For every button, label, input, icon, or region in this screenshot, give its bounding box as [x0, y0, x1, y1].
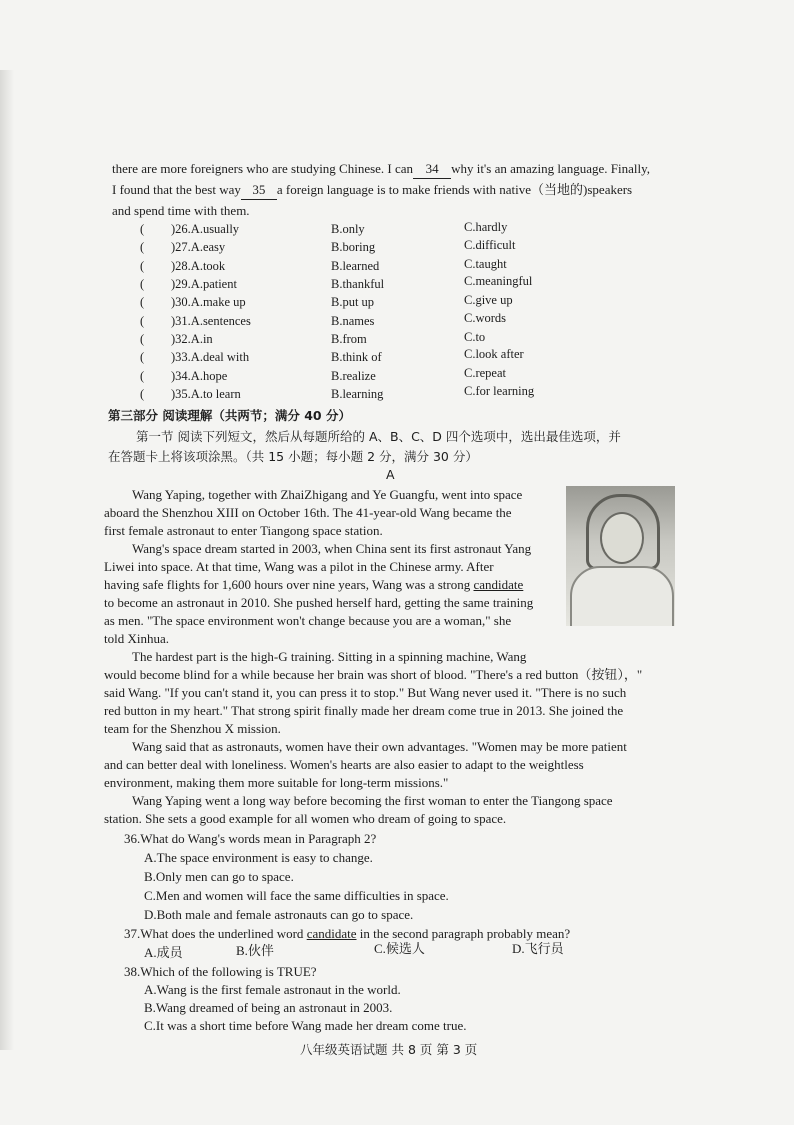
q37-option-d: D.飞行员: [512, 941, 564, 956]
option-c: C.to: [464, 330, 486, 344]
passage-line: team for the Shenzhou X mission.: [104, 721, 281, 736]
passage-line: Liwei into space. At that time, Wang was a pilot in the Chinese army. After: [104, 559, 494, 574]
intro-line-2: [112, 181, 632, 200]
q38-option-c: C.It was a short time before Wang made her dream come true.: [144, 1018, 467, 1033]
underlined-word: candidate: [306, 926, 357, 941]
option-c: C.look after: [464, 347, 524, 361]
option-b: B.thankful: [331, 277, 385, 291]
face-shape: [600, 512, 644, 564]
passage-line: to become an astronaut in 2010. She pushed herself hard, getting the same training: [104, 595, 534, 610]
option-paren: (: [140, 222, 145, 236]
option-a: )33.A.deal with: [171, 350, 250, 364]
q36-option-a: A.The space environment is easy to change.: [144, 850, 373, 865]
q38-option-a: A.Wang is the first female astronaut in the world.: [144, 982, 401, 997]
passage-line: told Xinhua.: [104, 631, 169, 646]
option-b: B.put up: [331, 295, 375, 309]
passage-line: Wang's space dream started in 2003, when China sent its first astronaut Yang: [132, 541, 532, 556]
option-b: B.learned: [331, 259, 380, 273]
passage-line: as men. "The space environment won't change because you are a woman," she: [104, 613, 512, 628]
question-text: in the second paragraph probably mean?: [359, 926, 571, 941]
passage-line: would become blind for a while because her brain was short of blood. "There's a red button（按钮），": [104, 667, 643, 682]
option-c: C.hardly: [464, 220, 508, 234]
q36-option-b: B.Only men can go to space.: [144, 869, 294, 884]
option-paren: (: [140, 332, 145, 346]
astronaut-photo: [566, 486, 675, 626]
intro-line-3: and spend time with them.: [112, 203, 250, 218]
option-paren: (: [140, 369, 145, 383]
option-a: )29.A.patient: [171, 277, 237, 291]
passage-line: red button in my heart." That strong spirit finally made her dream come true in 2013. She joined the: [104, 703, 624, 718]
section-instruction-1: 第一节 阅读下列短文，然后从每题所给的 A、B、C、D 四个选项中，选出最佳选项，并: [136, 429, 621, 444]
option-c: C.words: [464, 311, 507, 325]
option-c: C.difficult: [464, 238, 516, 252]
option-a: )34.A.hope: [171, 369, 228, 383]
option-c: C.repeat: [464, 366, 506, 380]
page-footer: 八年级英语试题 共 8 页 第 3 页: [300, 1042, 478, 1057]
passage-line: Wang said that as astronauts, women have their own advantages. "Women may be more patient: [132, 739, 627, 754]
q38-option-b: B.Wang dreamed of being an astronaut in 2003.: [144, 1000, 393, 1015]
spacesuit-shape: [570, 566, 674, 626]
option-a: )32.A.in: [171, 332, 213, 346]
q37-option-a: A.成员: [144, 945, 183, 960]
section-instruction-2: 在答题卡上将该项涂黑。（共 15 小题；每小题 2 分，满分 30 分）: [108, 449, 478, 464]
passage-label: A: [386, 467, 395, 482]
passage-line: and can better deal with loneliness. Women's hearts are also easier to adapt to the weightless: [104, 757, 584, 772]
q36-option-d: D.Both male and female astronauts can go to space.: [144, 907, 414, 922]
passage-line: station. She sets a good example for all women who dream of going to space.: [104, 811, 507, 826]
option-b: B.think of: [331, 350, 382, 364]
option-paren: (: [140, 240, 145, 254]
option-b: B.names: [331, 314, 375, 328]
intro-text: a foreign language is to make friends with native（当地的)speakers: [276, 182, 633, 197]
option-b: B.learning: [331, 387, 384, 401]
option-b: B.only: [331, 222, 365, 236]
option-a: )30.A.make up: [171, 295, 246, 309]
question-37: [124, 925, 570, 943]
option-a: )35.A.to learn: [171, 387, 241, 401]
passage-line: aboard the Shenzhou XIII on October 16th. The 41-year-old Wang became the: [104, 505, 512, 520]
option-paren: (: [140, 350, 145, 364]
section-heading: 第三部分 阅读理解（共两节；满分 40 分）: [108, 408, 351, 423]
scan-edge: [0, 70, 14, 1050]
q36-option-c: C.Men and women will face the same difficulties in space.: [144, 888, 449, 903]
intro-text: why it's an amazing language. Finally,: [451, 161, 651, 176]
option-b: B.realize: [331, 369, 376, 383]
blank-34: 34: [413, 160, 451, 179]
passage-text: having safe flights for 1,600 hours over nine years, Wang was a strong: [104, 577, 471, 592]
option-c: C.for learning: [464, 384, 535, 398]
option-a: )26.A.usually: [171, 222, 240, 236]
option-paren: (: [140, 277, 145, 291]
option-c: C.give up: [464, 293, 513, 307]
underlined-word: candidate: [473, 577, 524, 592]
option-c: C.taught: [464, 257, 507, 271]
passage-line: environment, making them more suitable for long-term missions.": [104, 775, 449, 790]
option-paren: (: [140, 314, 145, 328]
passage-line: Wang Yaping went a long way before becoming the first woman to enter the Tiangong space: [132, 793, 613, 808]
question-text: 37.What does the underlined word: [124, 926, 304, 941]
passage-line: said Wang. "If you can't stand it, you can press it to stop." But Wang never used it. "There is no such: [104, 685, 627, 700]
passage-line: Wang Yaping, together with ZhaiZhigang and Ye Guangfu, went into space: [132, 487, 523, 502]
q37-option-b: B.伙伴: [236, 943, 274, 958]
q37-option-c: C.候选人: [374, 941, 425, 956]
intro-text: there are more foreigners who are studying Chinese. I can: [112, 161, 414, 176]
passage-line: first female astronaut to enter Tiangong space station.: [104, 523, 383, 538]
question-36: 36.What do Wang's words mean in Paragraph 2?: [124, 831, 377, 846]
option-a: )31.A.sentences: [171, 314, 251, 328]
option-a: )28.A.took: [171, 259, 226, 273]
passage-line: [104, 576, 523, 594]
option-b: B.boring: [331, 240, 376, 254]
option-a: )27.A.easy: [171, 240, 226, 254]
option-paren: (: [140, 259, 145, 273]
blank-35: 35: [241, 181, 277, 200]
passage-line: The hardest part is the high-G training. Sitting in a spinning machine, Wang: [132, 649, 527, 664]
option-paren: (: [140, 295, 145, 309]
option-c: C.meaningful: [464, 274, 533, 288]
intro-line-1: [112, 160, 650, 179]
intro-text: I found that the best way: [112, 182, 241, 197]
question-38: 38.Which of the following is TRUE?: [124, 964, 317, 979]
option-paren: (: [140, 387, 145, 401]
option-b: B.from: [331, 332, 367, 346]
